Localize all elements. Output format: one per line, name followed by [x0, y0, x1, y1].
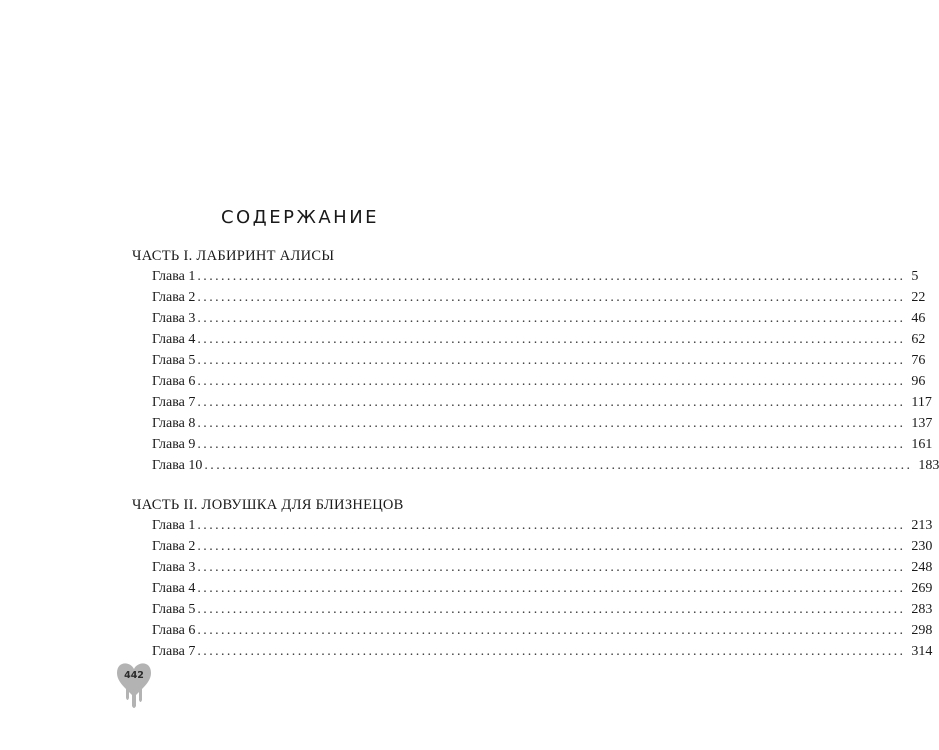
toc-entry [132, 329, 926, 350]
dot-leader: ........................................................................................................................ [197, 560, 906, 575]
toc-entry [132, 266, 919, 287]
dot-leader: ........................................................................................................................ [197, 290, 906, 305]
toc-entry [132, 392, 932, 413]
dot-leader: ........................................................................................................................ [197, 437, 906, 452]
dot-leader: ........................................................................................................................ [197, 269, 906, 284]
toc-entry [132, 434, 933, 455]
part-title: ЧАСТЬ II. ЛОВУШКА ДЛЯ БЛИЗНЕЦОВ [132, 497, 404, 513]
part-section-1 [132, 246, 939, 476]
page-ref: 22 [911, 290, 926, 305]
dot-leader: ........................................................................................................................ [197, 581, 906, 596]
chapter-label: Глава 4 [152, 581, 196, 596]
chapter-label: Глава 3 [152, 560, 196, 575]
toc-entry [132, 371, 926, 392]
dot-leader: ........................................................................................................................ [197, 602, 906, 617]
page-ref: 314 [911, 644, 933, 659]
page-ref: 117 [911, 395, 932, 410]
page-ref: 46 [911, 311, 926, 326]
dot-leader: ........................................................................................................................ [197, 623, 906, 638]
chapter-label: Глава 4 [152, 332, 196, 347]
part-title: ЧАСТЬ I. ЛАБИРИНТ АЛИСЫ [132, 248, 335, 264]
toc-entry [132, 413, 933, 434]
page-ref: 96 [911, 374, 926, 389]
page-ref: 76 [911, 353, 926, 368]
chapter-label: Глава 2 [152, 539, 196, 554]
dot-leader: ........................................................................................................................ [197, 644, 906, 659]
toc-entry [132, 641, 933, 662]
dot-leader: ........................................................................................................................ [204, 458, 913, 473]
page-ref: 161 [911, 437, 933, 452]
chapter-label: Глава 7 [152, 644, 196, 659]
dot-leader: ........................................................................................................................ [197, 311, 906, 326]
dot-leader: ........................................................................................................................ [197, 416, 906, 431]
dot-leader: ........................................................................................................................ [197, 332, 906, 347]
chapter-label: Глава 3 [152, 311, 196, 326]
chapter-label: Глава 6 [152, 623, 196, 638]
chapter-label: Глава 2 [152, 290, 196, 305]
page-ref: 213 [911, 518, 933, 533]
page-title: СОДЕРЖАНИЕ [220, 207, 380, 228]
page-folio [113, 660, 155, 710]
toc-entry [132, 455, 939, 476]
dot-leader: ........................................................................................................................ [197, 518, 906, 533]
dot-leader: ........................................................................................................................ [197, 539, 906, 554]
toc-entry [132, 578, 933, 599]
page-ref: 230 [911, 539, 933, 554]
dot-leader: ........................................................................................................................ [197, 395, 906, 410]
chapter-label: Глава 7 [152, 395, 196, 410]
chapter-label: Глава 6 [152, 374, 196, 389]
chapter-label: Глава 5 [152, 353, 196, 368]
page-number: 442 [124, 670, 144, 681]
melting-heart-icon [113, 660, 155, 710]
toc-entry [132, 287, 926, 308]
toc-entry [132, 620, 933, 641]
page-ref: 137 [911, 416, 933, 431]
part-section-2 [132, 495, 933, 662]
chapter-label: Глава 8 [152, 416, 196, 431]
toc-entry [132, 557, 933, 578]
toc-entry [132, 350, 926, 371]
toc-entry [132, 308, 926, 329]
page-ref: 248 [911, 560, 933, 575]
dot-leader: ........................................................................................................................ [197, 374, 906, 389]
toc-entry [132, 599, 933, 620]
toc-entry [132, 515, 933, 536]
page-ref: 283 [911, 602, 933, 617]
dot-leader: ........................................................................................................................ [197, 353, 906, 368]
chapter-label: Глава 5 [152, 602, 196, 617]
page-ref: 298 [911, 623, 933, 638]
chapter-label: Глава 1 [152, 269, 196, 284]
page-ref: 62 [911, 332, 926, 347]
chapter-label: Глава 10 [152, 458, 203, 473]
chapter-label: Глава 1 [152, 518, 196, 533]
page-ref: 5 [911, 269, 919, 284]
toc-entry [132, 536, 933, 557]
page-ref: 269 [911, 581, 933, 596]
chapter-label: Глава 9 [152, 437, 196, 452]
page-ref: 183 [918, 458, 939, 473]
